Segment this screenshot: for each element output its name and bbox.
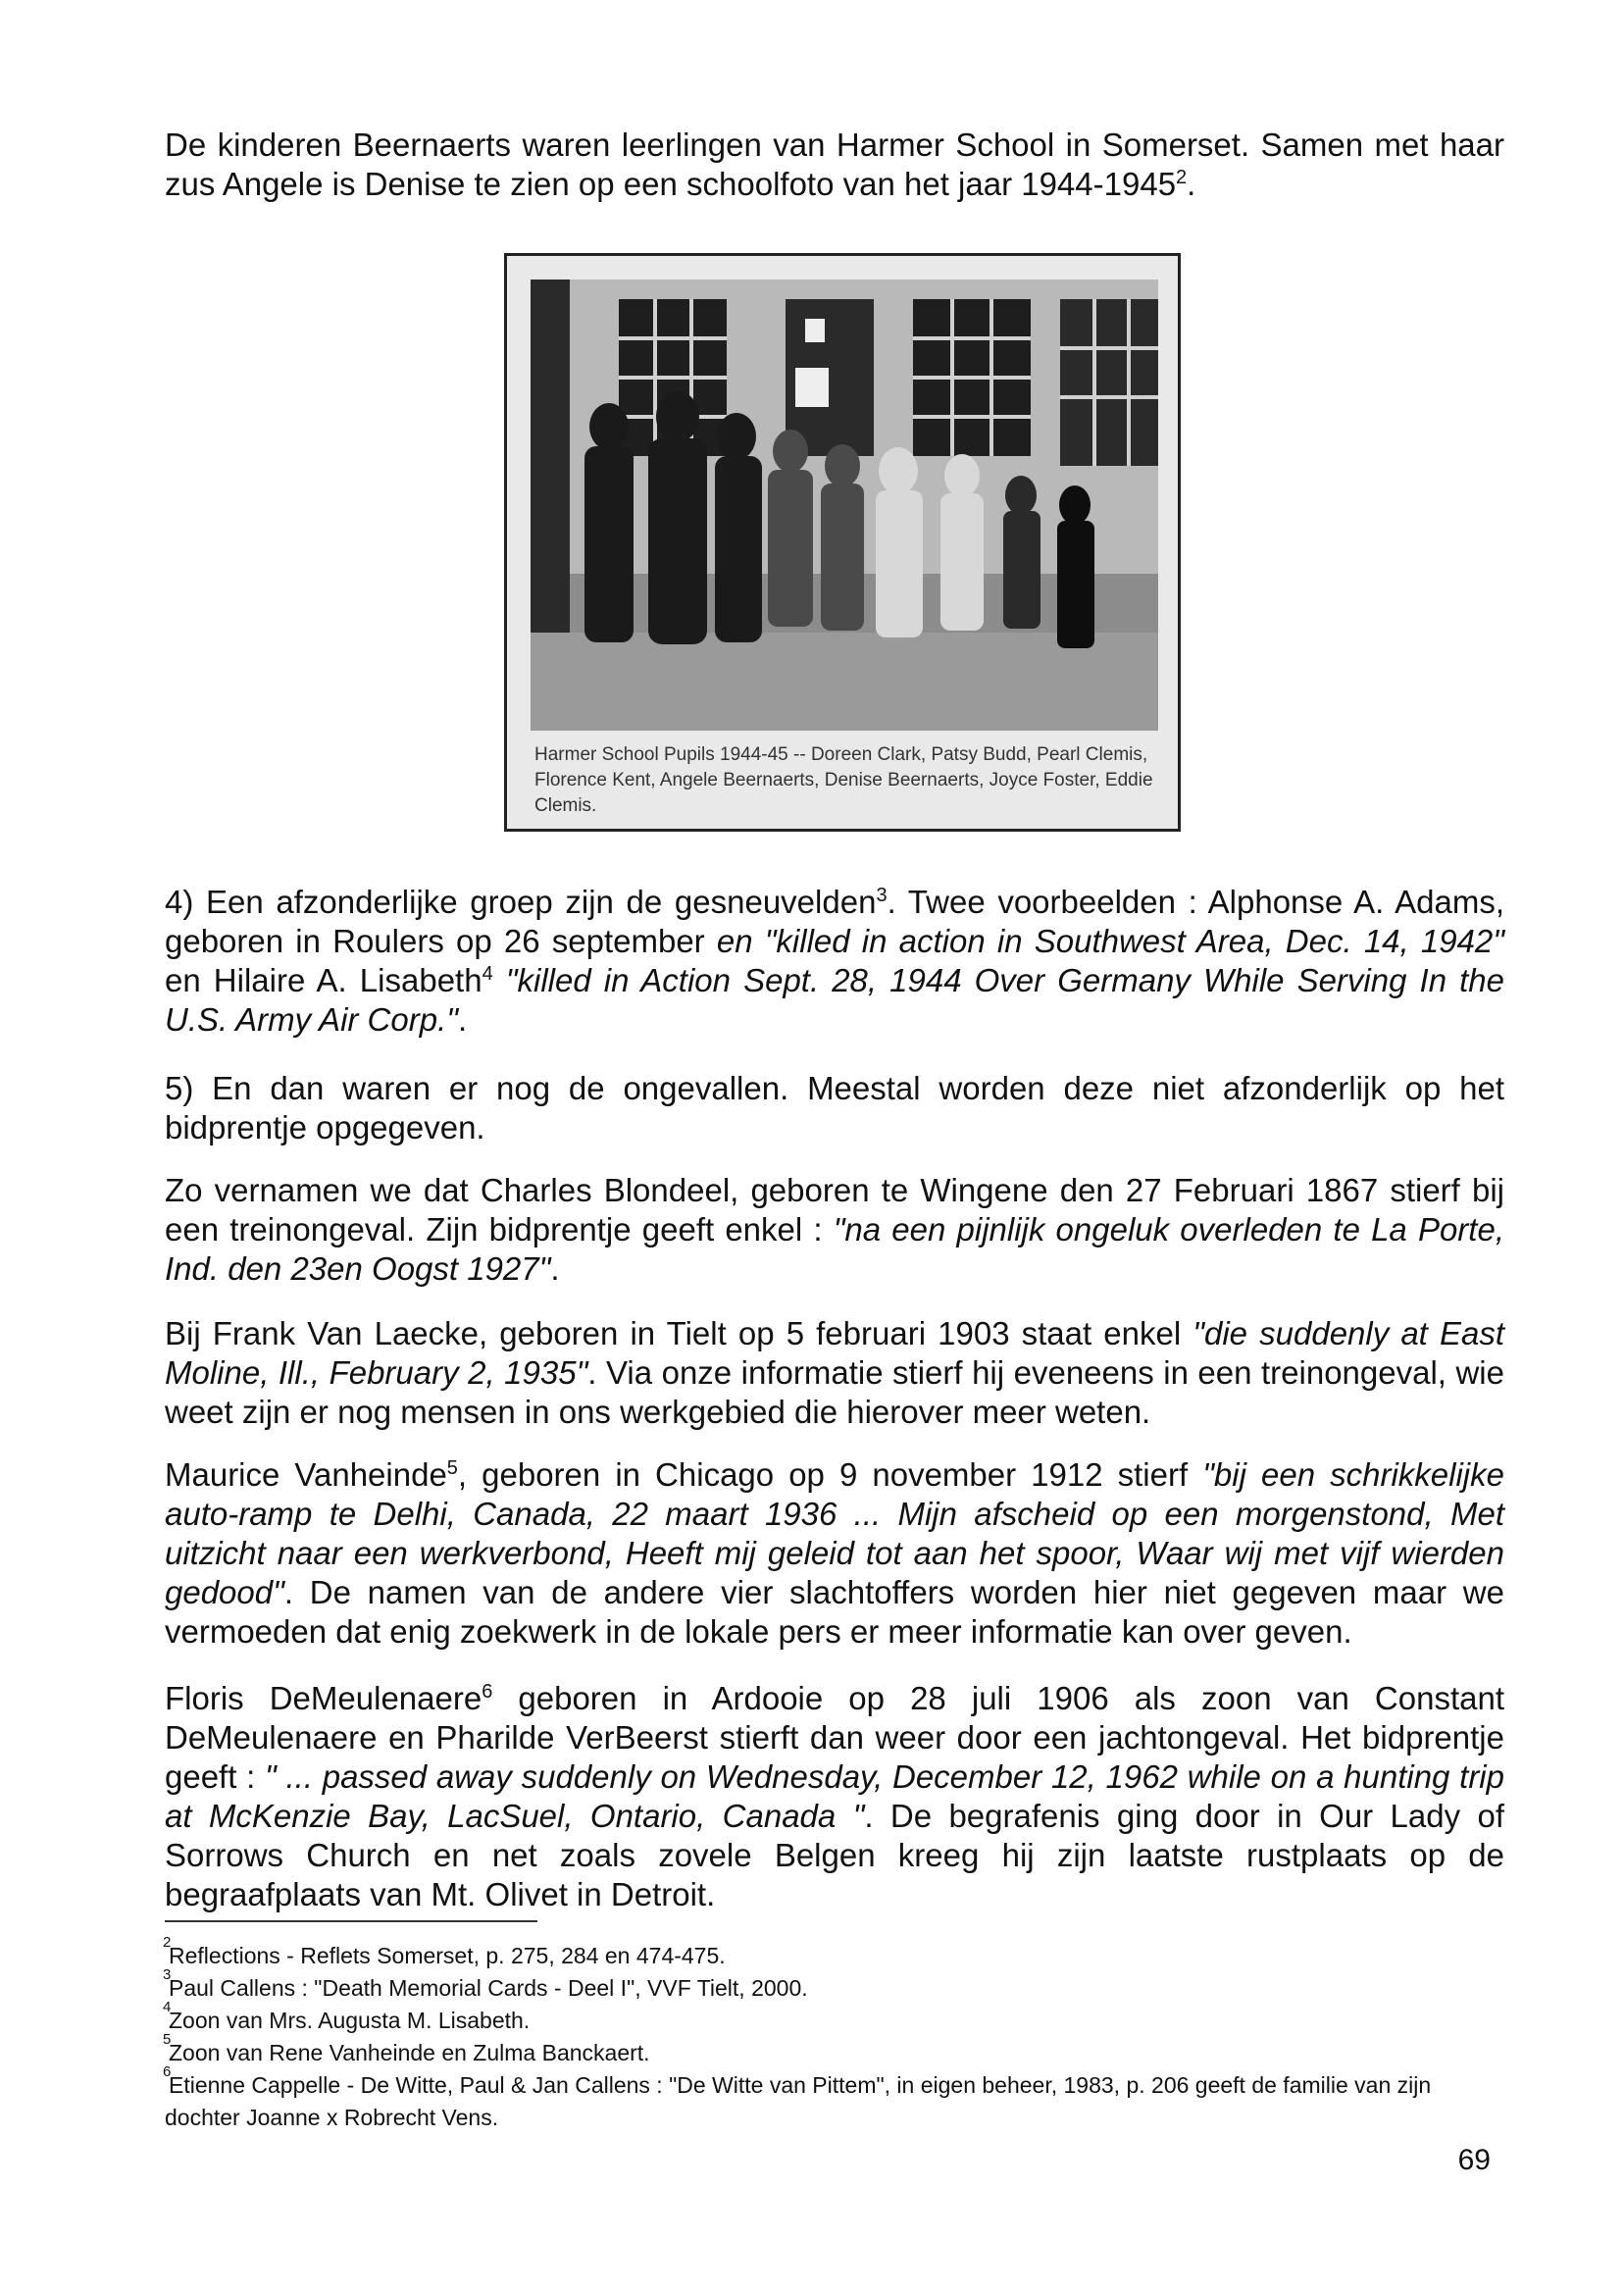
paragraph-text: Zo vernamen we dat Charles Blondeel, geboren te Wingene den 27 Februari 1867 stierf bij een treinongeval. Zijn bidprentje geeft enkel :: [165, 1172, 1504, 1247]
footnote-2: [163, 1934, 1504, 1972]
quote-lisabeth: "killed in Action Sept. 28, 1944 Over Germany While Serving In the U.S. Army Air Corp.": [165, 962, 1505, 1038]
paragraph-text: 4) Een afzonderlijke groep zijn de gesneuvelden: [165, 884, 877, 920]
quote-demeulenaere: " ... passed away suddenly on Wednesday, December 12, 1962 while on a hunting trip at McKenzie Bay, LacSuel, Ontario, Canada ": [165, 1758, 1504, 1834]
footnote-number: 6: [163, 2063, 172, 2080]
paragraph-end: .: [457, 1001, 468, 1038]
footnote-ref-6[interactable]: 6: [482, 1681, 493, 1703]
paragraph-blondeel: [165, 1171, 1504, 1289]
footnote-number: 4: [163, 1999, 172, 2015]
paragraph-end: . Via onze informatie stierf hij eveneens in een treinongeval, wie weet zijn er nog mensen in ons werkgebied die hierover meer weten.: [165, 1354, 1504, 1430]
paragraph-van-laecke: [165, 1314, 1504, 1432]
footnote-ref-2[interactable]: 2: [1176, 167, 1188, 188]
footnote-3: [163, 1966, 1504, 2005]
quote-blondeel: "na een pijnlijk ongeluk overleden te La Porte, Ind. den 23en Oogst 1927": [165, 1211, 1504, 1287]
page-number: 69: [1457, 2144, 1491, 2176]
paragraph-end: .: [1187, 166, 1196, 202]
footnote-5: [163, 2031, 1504, 2069]
paragraph-text: , geboren in Chicago op 9 november 1912 stierf: [457, 1456, 1203, 1493]
footnote-ref-3[interactable]: 3: [876, 885, 888, 906]
footnote-6: [163, 2063, 1504, 2134]
footnote-text: Paul Callens : "Death Memorial Cards - Deel I", VVF Tielt, 2000.: [169, 1975, 808, 2001]
paragraph-text: Bij Frank Van Laecke, geboren in Tielt op 5 februari 1903 staat enkel: [165, 1315, 1193, 1351]
photo-caption: Harmer School Pupils 1944-45 -- Doreen Clark, Patsy Budd, Pearl Clemis, Florence Kent, Angele Beernaerts, Denise Beernaerts, Joyce Foster, Eddie Clemis.: [534, 744, 1153, 816]
footnote-ref-5[interactable]: 5: [446, 1457, 458, 1479]
footnote-number: 5: [163, 2031, 172, 2048]
paragraph-end: . De begrafenis ging door in Our Lady of Sorrows Church en net zoals zovele Belgen kreeg hij zijn laatste rustplaats op de begraafplaats van Mt. Olivet in Detroit.: [165, 1798, 1504, 1912]
footnote-number: 2: [163, 1934, 172, 1951]
footnote-text: Etienne Cappelle - De Witte, Paul & Jan Callens : "De Witte van Pittem", in eigen beheer, 1983, p. 206 geeft de familie van zijn dochter Joanne x Robrecht Vens.: [165, 2072, 1432, 2130]
paragraph-ongevallen: [165, 1069, 1504, 1147]
quote-van-laecke: "die suddenly at East Moline, Ill., February 2, 1935": [165, 1315, 1504, 1391]
paragraph-text: De kinderen Beernaerts waren leerlingen van Harmer School in Somerset. Samen met haar zus Angele is Denise te zien op een schoolfoto van het jaar 1944-1945: [165, 127, 1504, 202]
quote-vanheinde: "bij een schrikkelijke auto-ramp te Delhi, Canada, 22 maart 1936 ... Mijn afscheid op een morgenstond, Met uitzicht naar een werkverbond, Heeft mij geleid tot aan het spoor, Waar wij met vijf wierden gedood": [165, 1456, 1504, 1610]
footnote-divider: [165, 1920, 537, 1922]
paragraph-text: Maurice Vanheinde: [165, 1456, 447, 1493]
footnote-number: 3: [163, 1966, 172, 1983]
footnote-4: [163, 1999, 1504, 2037]
paragraph-text: geboren in Ardooie op 28 juli 1906 als zoon van Constant DeMeulenaere en Pharilde VerBeerst stierft dan weer door een jachtongeval. Het bidprentje geeft :: [165, 1680, 1504, 1795]
paragraph-harmer-school: [165, 126, 1504, 204]
paragraph-text: . Twee voorbeelden : Alphonse A. Adams, geboren in Roulers op 26 september: [165, 884, 1504, 959]
footnote-text: Zoon van Rene Vanheinde en Zulma Banckaert.: [169, 2040, 650, 2065]
paragraph-text: en Hilaire A. Lisabeth: [165, 962, 482, 998]
footnote-text: Reflections - Reflets Somerset, p. 275, 284 en 474-475.: [169, 1943, 726, 1968]
paragraph-demeulenaere: [165, 1679, 1504, 1914]
paragraph-end: .: [550, 1250, 560, 1287]
paragraph-text: 5) En dan waren er nog de ongevallen. Meestal worden deze niet afzonderlijk op het bidprentje opgegeven.: [165, 1070, 1504, 1146]
quote-adams: en "killed in action in Southwest Area, Dec. 14, 1942": [716, 923, 1504, 959]
school-photo: [504, 253, 1181, 832]
paragraph-end: . De namen van de andere vier slachtoffers worden hier niet gegeven maar we vermoeden dat enig zoekwerk in de lokale pers er meer informatie kan over geven.: [165, 1574, 1504, 1650]
footnotes: [163, 1934, 1504, 2134]
school-photo-image: [531, 280, 1158, 731]
footnote-ref-4[interactable]: 4: [482, 963, 493, 985]
paragraph-gesneuvelden: [165, 883, 1504, 1040]
footnote-text: Zoon van Mrs. Augusta M. Lisabeth.: [169, 2008, 531, 2033]
paragraph-text: Floris DeMeulenaere: [165, 1680, 482, 1716]
paragraph-vanheinde: [165, 1455, 1504, 1652]
